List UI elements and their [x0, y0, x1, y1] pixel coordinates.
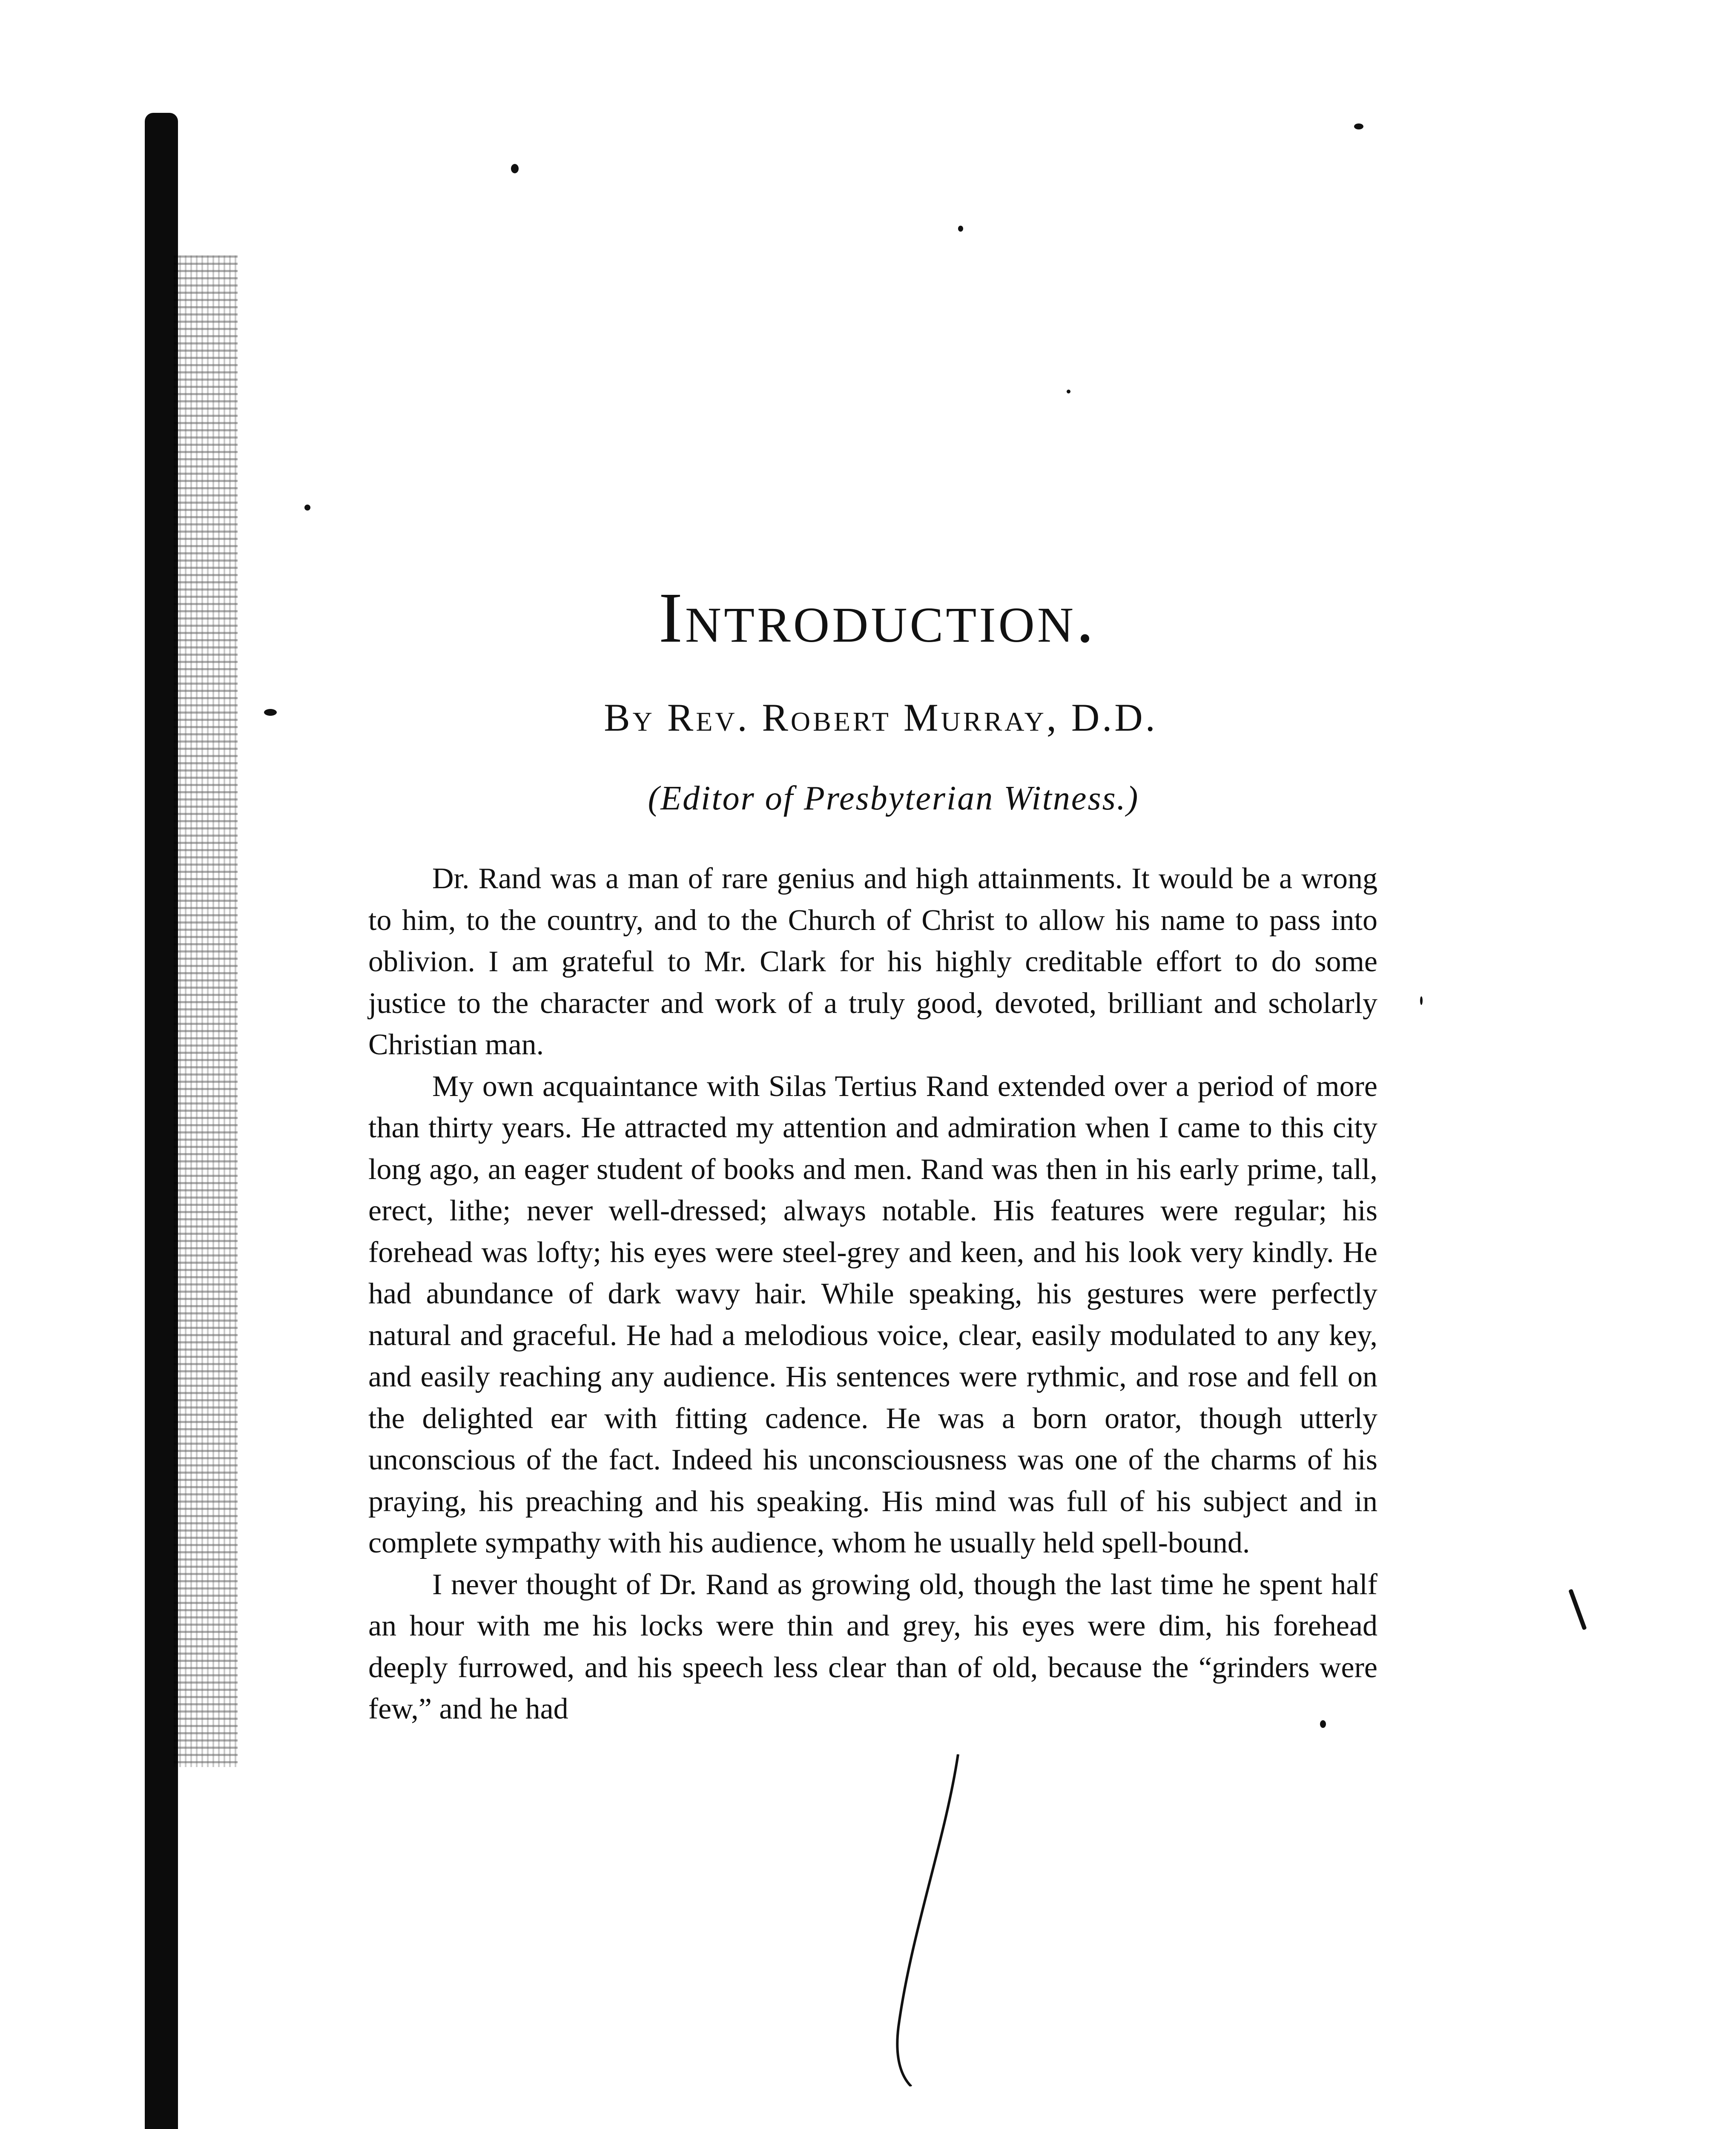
author-byline: By Rev. Robert Murray, D.D.	[604, 696, 1158, 739]
binding-shadow	[145, 113, 178, 2129]
editor-note: (Editor of Presbyterian Witness.)	[648, 780, 1139, 817]
paragraph: Dr. Rand was a man of rare genius and high attainments. It would be a wrong to him, to the country, and to the Church of Christ to allow his name to pass into oblivion. I am grateful to Mr. Clark for his highly creditable effort to do some justice to the character and work of a truly good, devoted, brilliant and scholarly Christian man.	[368, 862, 1377, 1061]
scan-speck	[1420, 996, 1423, 1005]
scan-speck	[304, 505, 310, 511]
scan-speck	[1354, 123, 1363, 129]
page-title: Introduction.	[658, 578, 1097, 657]
paragraph: I never thought of Dr. Rand as growing old, though the last time he spent half an hour with me his locks were thin and grey, his eyes were dim, his forehead deeply furrowed, and his speech less clear than of old, because the “grinders were few,” and he had	[368, 1568, 1377, 1725]
pen-stroke	[894, 1754, 962, 2086]
introduction-body	[368, 858, 1377, 1730]
scan-speck	[511, 164, 519, 173]
scan-speck	[958, 226, 963, 232]
scan-speck	[1568, 1589, 1587, 1630]
scan-noise	[174, 255, 238, 1767]
scan-speck	[1067, 390, 1070, 393]
paragraph: My own acquaintance with Silas Tertius Rand extended over a period of more than thirty years. He attracted my attention and admiration when I came to this city long ago, an eager student of books and men. Rand was then in his early prime, tall, erect, lithe; never well-dressed; always notable. His features were regular; his forehead was lofty; his eyes were steel-grey and keen, and his look very kindly. He had abundance of dark wavy hair. While speaking, his gestures were perfectly natural and graceful. He had a melodious voice, clear, easily modulated to any key, and easily reaching any audience. His sentences were rythmic, and rose and fell on the delighted ear with fitting cadence. He was a born orator, though utterly unconscious of the fact. Indeed his unconsciousness was one of the charms of his praying, his preaching and his speaking. His mind was full of his subject and in complete sympathy with his audience, whom he usually held spell-bound.	[368, 1070, 1377, 1559]
